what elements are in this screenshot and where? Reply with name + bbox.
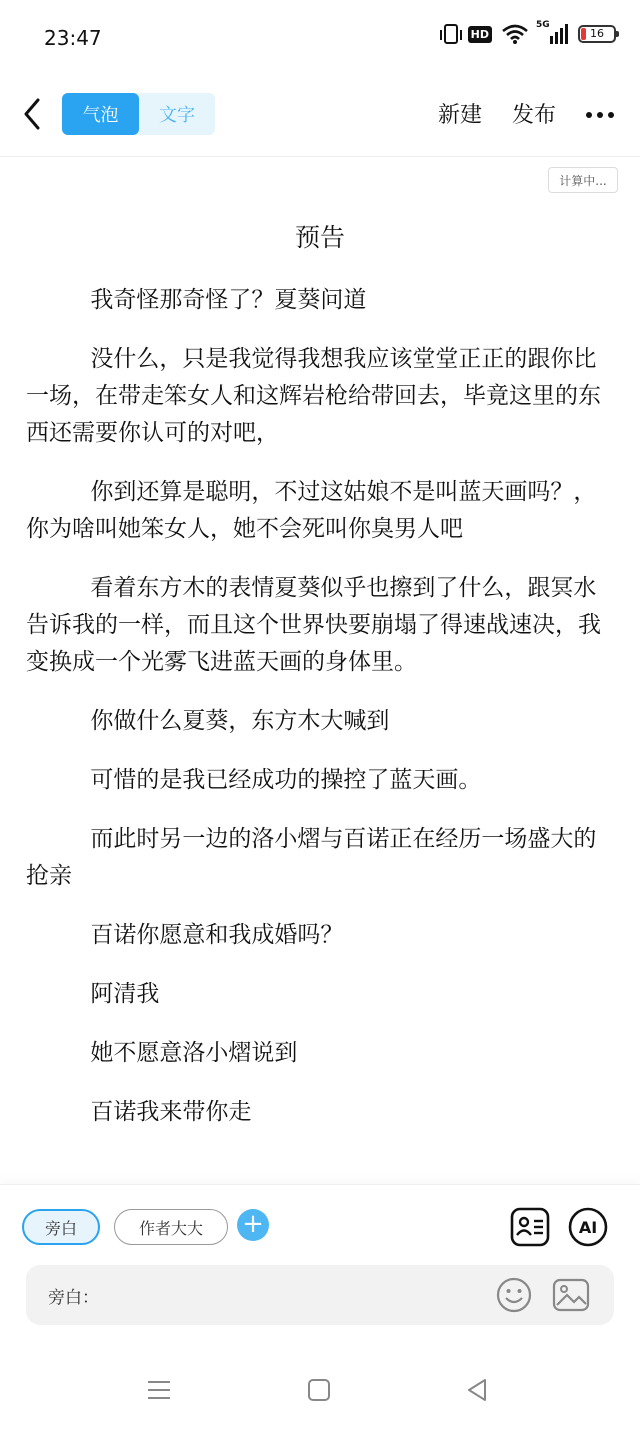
paragraph: 没什么，只是我觉得我想我应该堂堂正正的跟你比一场，在带走笨女人和这辉岩枪给带回去，毕竟这里的东西还需要你认可的对吧， [26, 346, 601, 446]
paragraph: 我奇怪那奇怪了？夏葵问道 [90, 287, 367, 313]
battery-level: 16 [590, 27, 604, 40]
input-placeholder: 旁白： [48, 1288, 99, 1308]
system-nav-bar [0, 1351, 640, 1431]
role-author-chip[interactable]: 作者大大 [114, 1209, 228, 1245]
signal-icon: 5G [538, 24, 568, 44]
paragraph: 她不愿意洛小熠说到 [90, 1040, 298, 1066]
character-card-icon[interactable] [510, 1207, 550, 1247]
chapter-title: 预告 [294, 223, 345, 252]
paragraph: 看着东方木的表情夏葵似乎也擦到了什么，跟冥水告诉我的一样，而且这个世界快要崩塌了得速战速决，我变换成一个光雾飞进蓝天画的身体里。 [26, 575, 601, 675]
paragraph: 你做什么夏葵，东方木大喊到 [90, 708, 390, 734]
publish-button[interactable]: 发布 [512, 103, 557, 128]
back-arrow-icon[interactable] [18, 94, 48, 134]
mode-toggle [62, 93, 215, 135]
status-time: 23:47 [44, 26, 102, 50]
paragraph: 百诺你愿意和我成婚吗？ [90, 922, 344, 948]
composer-panel [0, 1184, 640, 1352]
paragraph: 你到还算是聪明，不过这姑娘不是叫蓝天画吗？，你为啥叫她笨女人，她不会死叫你臭男人吧 [26, 479, 597, 542]
new-button[interactable]: 新建 [438, 103, 483, 128]
add-role-button[interactable]: + [237, 1209, 269, 1241]
home-icon[interactable] [306, 1377, 332, 1403]
dialogue-input[interactable] [26, 1265, 614, 1325]
emoji-icon[interactable] [496, 1277, 532, 1313]
tab-text[interactable]: 文字 [159, 105, 195, 126]
status-bar [0, 0, 640, 76]
tab-bubble[interactable]: 气泡 [62, 93, 139, 135]
hd-badge: HD [468, 26, 492, 43]
wifi-icon [502, 24, 528, 44]
word-count-badge: 计算中... [548, 167, 618, 193]
image-icon[interactable] [552, 1277, 590, 1313]
status-icons [444, 20, 616, 44]
battery-icon [578, 25, 616, 43]
paragraph: 而此时另一边的洛小熠与百诺正在经历一场盛大的抢亲 [26, 826, 597, 889]
paragraph: 阿清我 [90, 981, 160, 1007]
menu-icon[interactable] [146, 1377, 172, 1403]
paragraph: 百诺我来带你走 [90, 1099, 252, 1125]
more-icon[interactable] [586, 112, 614, 118]
back-nav-icon[interactable] [464, 1377, 490, 1403]
editor-header [0, 76, 640, 157]
ai-label: AI [578, 1218, 598, 1237]
ai-button[interactable] [568, 1207, 608, 1247]
role-narrator-chip[interactable]: 旁白 [22, 1209, 100, 1245]
story-content[interactable] [26, 282, 614, 1153]
vibrate-icon [444, 24, 458, 44]
paragraph: 可惜的是我已经成功的操控了蓝天画。 [90, 767, 482, 793]
